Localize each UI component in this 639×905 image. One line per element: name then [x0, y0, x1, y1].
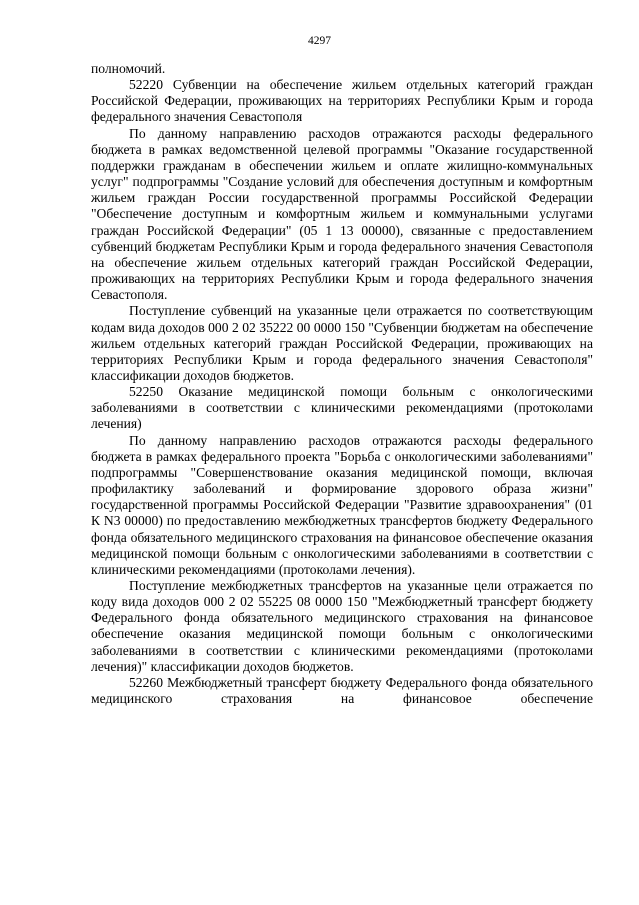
- page-number: 4297: [308, 35, 331, 47]
- document-body: [91, 61, 593, 707]
- paragraph: По данному направлению расходов отражаются расходы федерального бюджета в рамках ведомственной целевой программы "Оказание государственной поддержки гражданам в обеспечении жильем и оплате жилищно-коммунальных услуг" подпрограммы "Создание условий для обеспечения доступным и комфортным жильем граждан России государственной программы Российской Федерации "Обеспечение доступным и комфортным жильем и коммунальными услугами граждан Российской Федерации" (05 1 13 00000), связанные с предоставлением субвенций бюджетам Республики Крым и города федерального значения Севастополя на обеспечение жильем отдельных категорий граждан Российской Федерации, проживающих на территориях Республики Крым и города федерального значения Севастополя.: [91, 125, 593, 303]
- paragraph: Поступление субвенций на указанные цели отражается по соответствующим кодам вида доходов 000 2 02 35222 00 0000 150 "Субвенции бюджетам на обеспечение жильем отдельных категорий граждан Российской Федерации, проживающих на территориях Республики Крым и города федерального значения Севастополя" классификации доходов бюджетов.: [91, 303, 593, 383]
- paragraph: Поступление межбюджетных трансфертов на указанные цели отражается по коду вида доходов 000 2 02 55225 08 0000 150 "Межбюджетный трансферт бюджету Федерального фонда обязательного медицинского страхования на финансовое обеспечение оказания медицинской помощи больным с онкологическими заболеваниями в соответствии с клиническими рекомендациями (протоколами лечения)" классификации доходов бюджетов.: [91, 578, 593, 674]
- paragraph-heading-52220: 52220 Субвенции на обеспечение жильем отдельных категорий граждан Российской Федерации, проживающих на территориях Республики Крым и города федерального значения Севастополя: [91, 77, 593, 125]
- paragraph: По данному направлению расходов отражаются расходы федерального бюджета в рамках федерального проекта "Борьба с онкологическими заболеваниями" подпрограммы "Совершенствование оказания медицинской помощи, включая профилактику заболеваний и формирование здорового образа жизни" государственной программы Российской Федерации "Развитие здравоохранения" (01 К N3 00000) по предоставлению межбюджетных трансфертов бюджету Федерального фонда обязательного медицинского страхования на финансовое обеспечение оказания медицинской помощи больным с онкологическими заболеваниями в соответствии с клиническими рекомендациями (протоколами лечения).: [91, 432, 593, 577]
- paragraph-heading-52260: 52260 Межбюджетный трансферт бюджету Федерального фонда обязательного медицинского страхования на финансовое обеспечение: [91, 674, 593, 707]
- paragraph-heading-52250: 52250 Оказание медицинской помощи больным с онкологическими заболеваниями в соответствии с клиническими рекомендациями (протоколами лечения): [91, 384, 593, 432]
- paragraph: полномочий.: [91, 61, 166, 76]
